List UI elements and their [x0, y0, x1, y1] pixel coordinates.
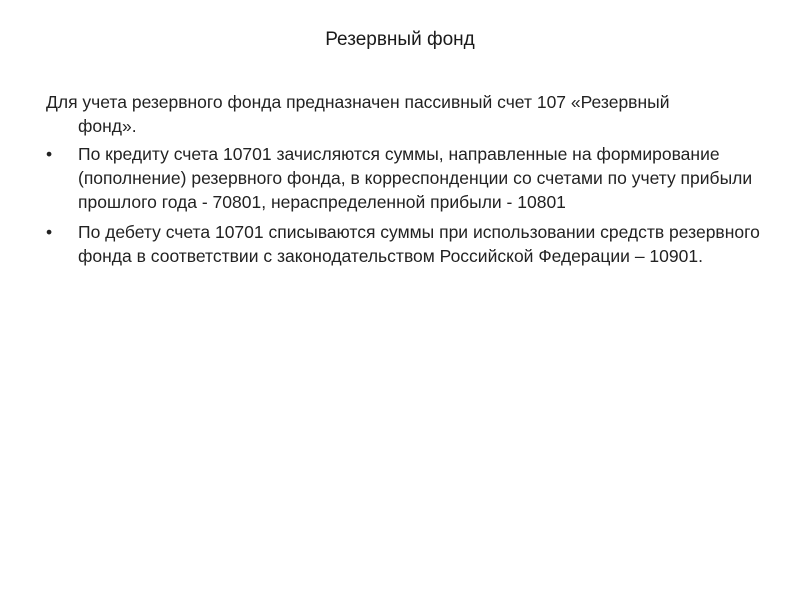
bullet-icon: •	[46, 222, 53, 242]
bullet-item-credit	[46, 142, 766, 214]
slide-body	[46, 90, 766, 274]
intro-line-1: Для учета резервного фонда предназначен пассивный счет 107 «Резервный	[46, 92, 670, 112]
intro-paragraph	[46, 90, 766, 138]
slide-title: Резервный фонд	[325, 29, 475, 50]
bullet-icon: •	[46, 144, 53, 164]
bullet-text-debit: По дебету счета 10701 списываются суммы при использовании средств резервного фонда в соответствии с законодательством Российской Федерации – 10901.	[78, 222, 760, 266]
bullet-item-debit	[46, 220, 766, 268]
intro-line-2: фонд».	[78, 116, 137, 136]
bullet-list	[46, 142, 766, 268]
bullet-text-credit: По кредиту счета 10701 зачисляются суммы, направленные на формирование (пополнение) резервного фонда, в корреспонденции со счетами по учету прибыли прошлого года - 70801, нераспределенной прибыли - 10801	[78, 144, 753, 212]
